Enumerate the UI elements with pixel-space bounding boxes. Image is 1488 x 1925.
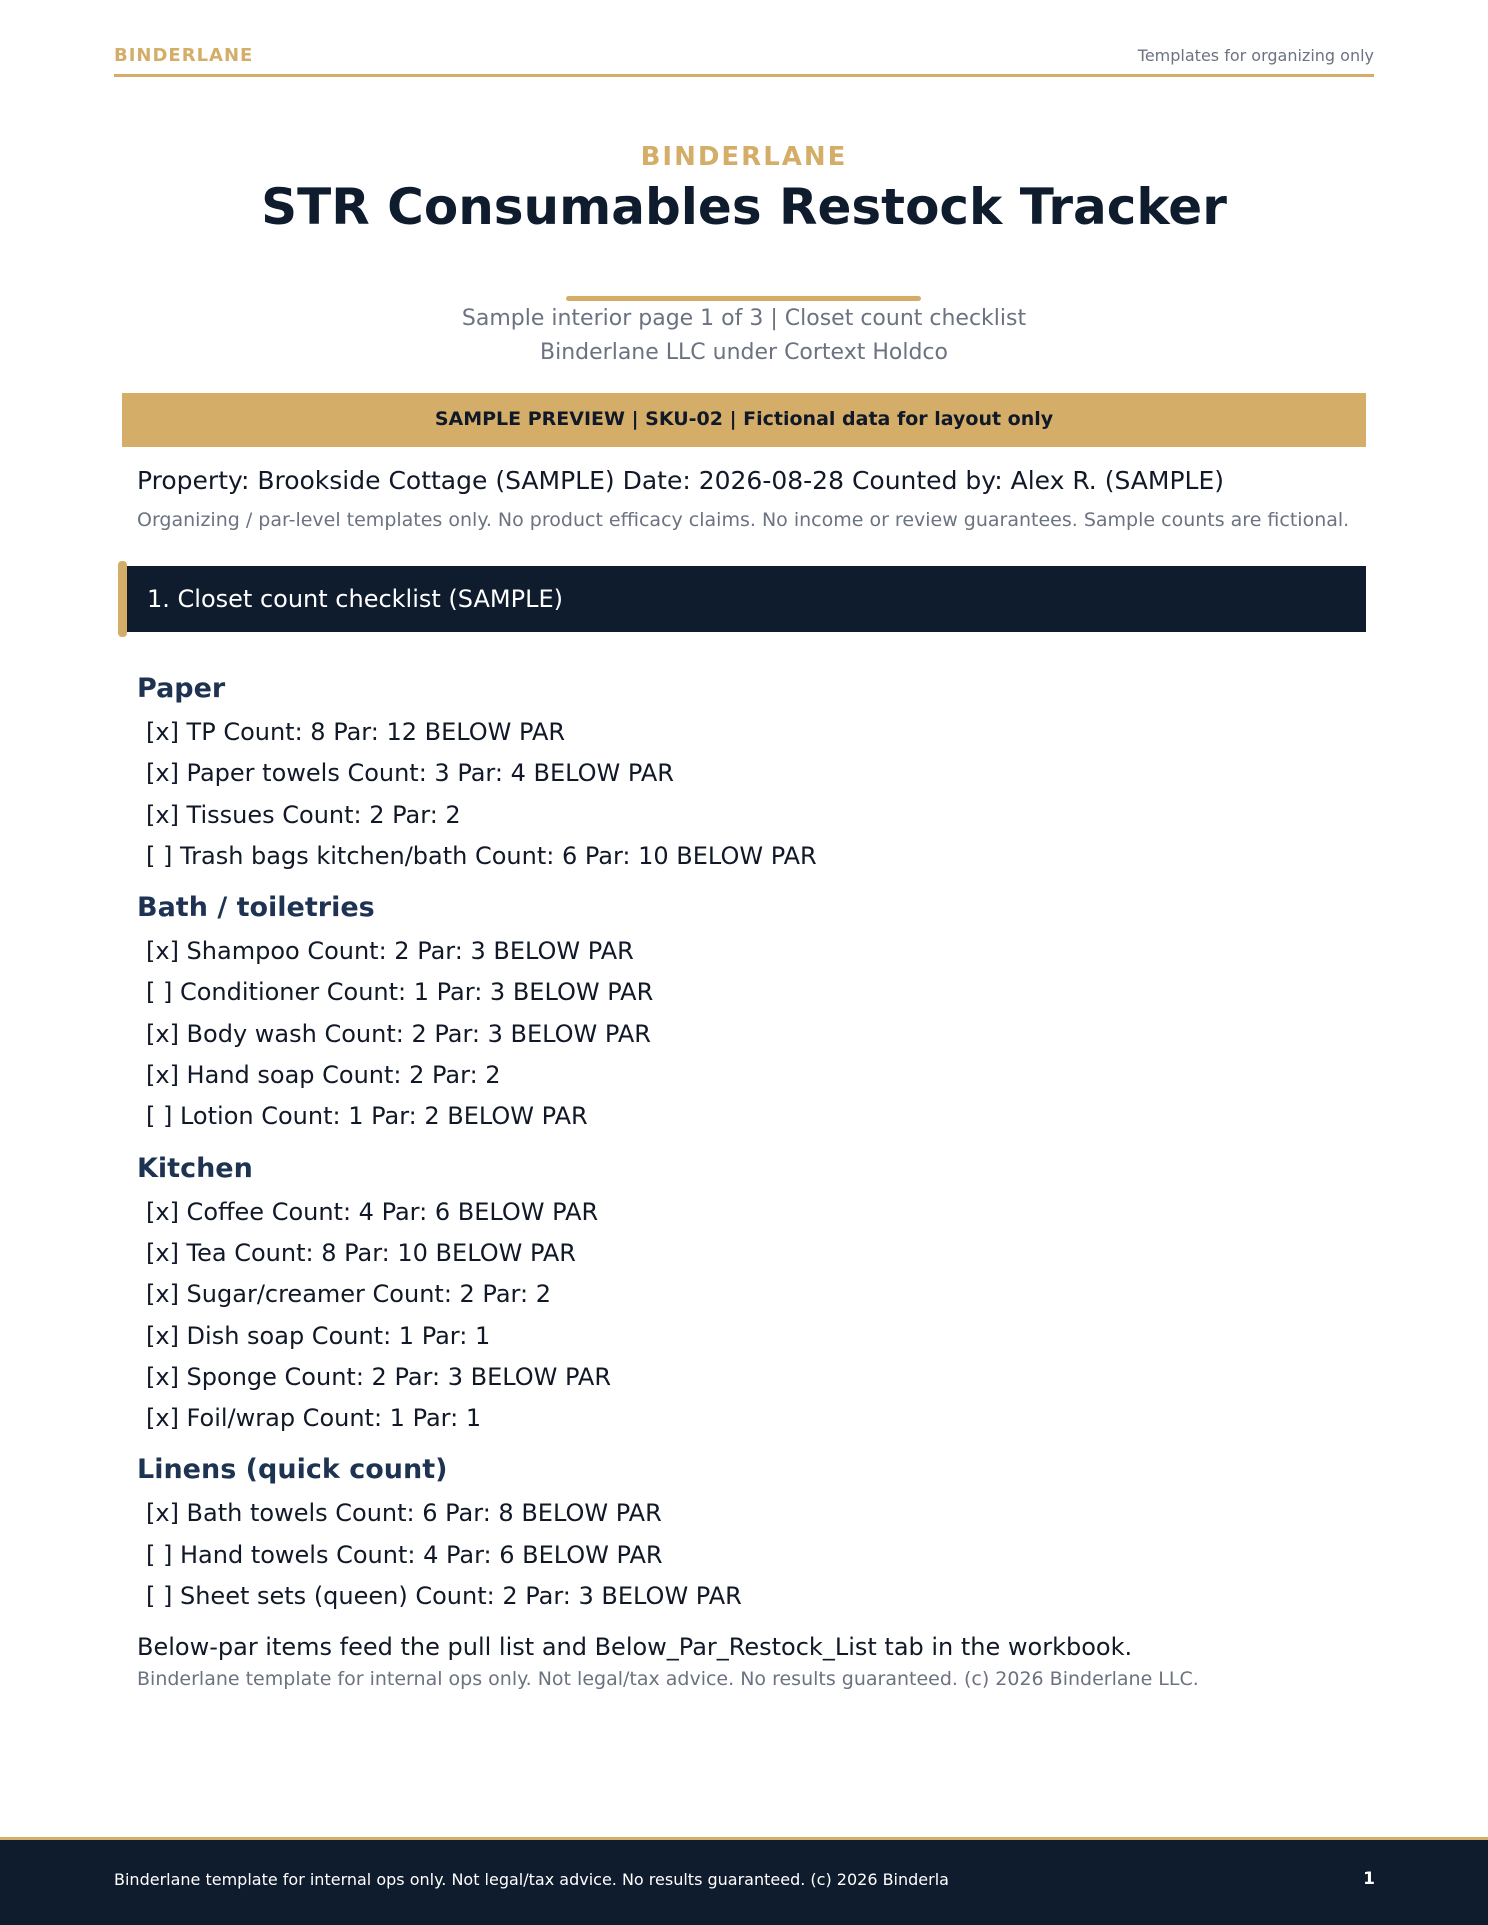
category-heading: Paper — [137, 673, 226, 704]
subtitle-line-2: Binderlane LLC under Cortext Holdco — [540, 340, 948, 365]
checklist-item: [ ] Hand towels Count: 4 Par: 6 BELOW PAR — [146, 1540, 663, 1569]
below-par-note: Below-par items feed the pull list and Below_Par_Restock_List tab in the workbook. — [137, 1633, 1133, 1662]
hero-brand: BINDERLANE — [640, 142, 848, 172]
header-brand: BINDERLANE — [114, 45, 254, 66]
page-number: 1 — [1363, 1869, 1375, 1889]
checklist-item: [ ] Conditioner Count: 1 Par: 3 BELOW PAR — [146, 978, 654, 1007]
footer-legal-text: Binderlane template for internal ops only. Not legal/tax advice. No results guaranteed. (c) 2026 Binderla — [114, 1870, 949, 1889]
checklist-item: [x] Dish soap Count: 1 Par: 1 — [146, 1321, 491, 1350]
checklist-item: [x] Body wash Count: 2 Par: 3 BELOW PAR — [146, 1019, 651, 1048]
section-accent-bar — [118, 561, 127, 637]
title-divider — [566, 296, 921, 301]
checklist-item: [x] Hand soap Count: 2 Par: 2 — [146, 1061, 501, 1090]
checklist-item: [x] Sugar/creamer Count: 2 Par: 2 — [146, 1280, 551, 1309]
checklist-item: [x] TP Count: 8 Par: 12 BELOW PAR — [146, 718, 566, 746]
checklist-item: [x] Shampoo Count: 2 Par: 3 BELOW PAR — [146, 937, 634, 966]
checklist-item: [x] Paper towels Count: 3 Par: 4 BELOW PAR — [146, 759, 674, 788]
header-tagline: Templates for organizing only — [1137, 46, 1374, 65]
subtitle-line-1: Sample interior page 1 of 3 | Closet count checklist — [461, 306, 1027, 331]
page-footer — [0, 1837, 1488, 1925]
checklist-item: [x] Foil/wrap Count: 1 Par: 1 — [146, 1404, 482, 1433]
checklist-item: [x] Sponge Count: 2 Par: 3 BELOW PAR — [146, 1362, 612, 1391]
checklist-item: [ ] Lotion Count: 1 Par: 2 BELOW PAR — [146, 1102, 588, 1131]
section-header: 1. Closet count checklist (SAMPLE) — [122, 566, 1366, 632]
category-heading: Bath / toiletries — [137, 892, 375, 924]
checklist-item: [x] Tissues Count: 2 Par: 2 — [146, 800, 461, 829]
category-paper — [137, 670, 1367, 877]
content-legal-note: Binderlane template for internal ops only. Not legal/tax advice. No results guaranteed. (c) 2026 Binderlane LLC. — [137, 1668, 1199, 1691]
checklist-item: [x] Bath towels Count: 6 Par: 8 BELOW PAR — [146, 1499, 662, 1528]
checklist-item: [ ] Trash bags kitchen/bath Count: 6 Par: 10 BELOW PAR — [146, 841, 817, 870]
category-bath-toiletries — [137, 889, 1367, 1137]
running-header — [114, 42, 1374, 77]
sample-preview-banner: SAMPLE PREVIEW | SKU-02 | Fictional data for layout only — [122, 393, 1366, 447]
checklist-item: [x] Coffee Count: 4 Par: 6 BELOW PAR — [146, 1197, 599, 1226]
category-linens — [137, 1451, 1367, 1617]
category-heading: Kitchen — [137, 1152, 253, 1184]
checklist-item: [x] Tea Count: 8 Par: 10 BELOW PAR — [146, 1238, 576, 1267]
page-title: STR Consumables Restock Tracker — [261, 178, 1227, 236]
checklist-item: [ ] Sheet sets (queen) Count: 2 Par: 3 BELOW PAR — [146, 1582, 742, 1611]
category-heading: Linens (quick count) — [137, 1454, 448, 1486]
checklist-content — [137, 670, 1367, 1693]
category-kitchen — [137, 1150, 1367, 1440]
disclaimer-text: Organizing / par-level templates only. No product efficacy claims. No income or review guarantees. Sample counts are fictional. — [137, 509, 1350, 531]
property-meta-line: Property: Brookside Cottage (SAMPLE) Date: 2026-08-28 Counted by: Alex R. (SAMPLE) — [137, 466, 1225, 495]
